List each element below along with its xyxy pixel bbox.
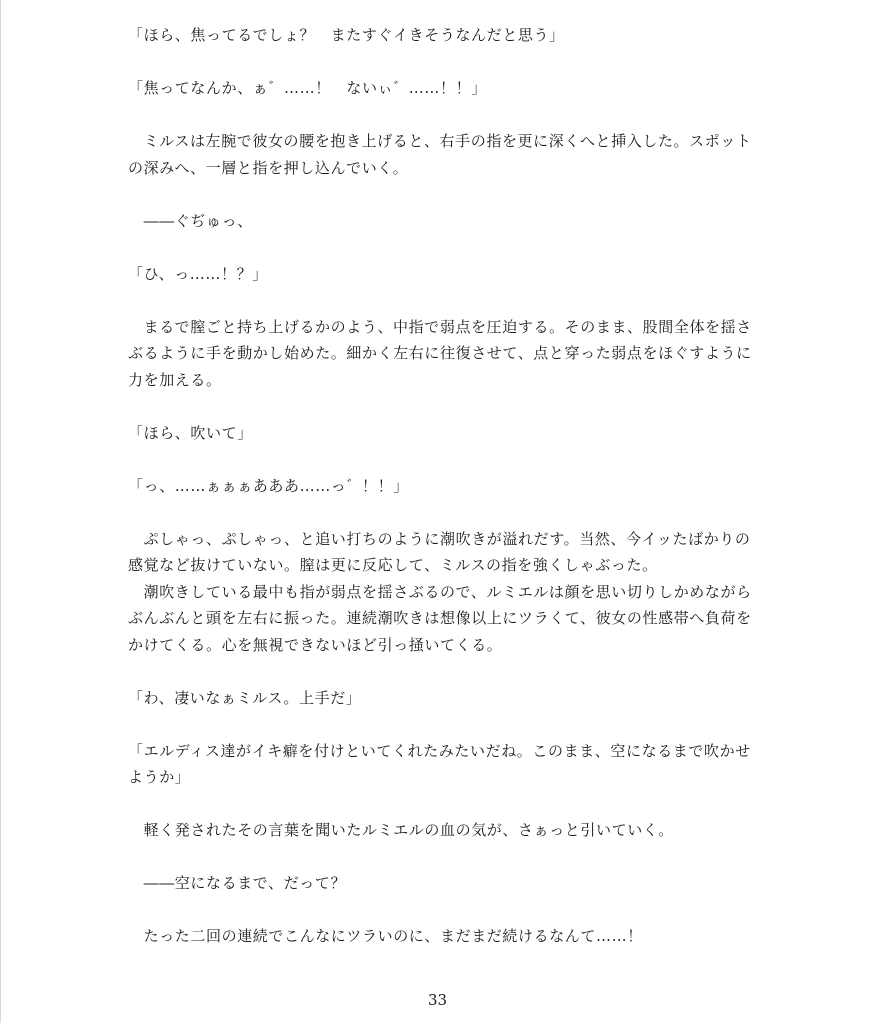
text-line: 「ひ、っ……！？」 xyxy=(128,264,268,283)
page-number: 33 xyxy=(427,991,448,1009)
text-line: ――ぐぢゅっ、 xyxy=(128,211,253,230)
blank-line xyxy=(128,287,748,314)
blank-line xyxy=(128,181,748,208)
blank-line xyxy=(128,711,748,738)
text-line: かけてくる。心を無視できないほど引っ掻いてくる。 xyxy=(128,635,503,654)
text-line: 軽く発されたその言葉を聞いたルミエルの血の気が、さぁっと引いていく。 xyxy=(128,821,674,839)
text-line: の深みへ、一層と指を押し込んでいく。 xyxy=(128,158,409,177)
blank-line xyxy=(128,844,748,871)
text-line: 「ほら、焦ってるでしょ？ またすぐイきそうなんだと思う」 xyxy=(128,26,565,44)
text-line: たった二回の連続でこんなにツラいのに、まだまだ続けるなんて……！ xyxy=(128,927,643,945)
blank-line xyxy=(128,499,748,526)
text-line: ようか」 xyxy=(128,768,191,786)
blank-line xyxy=(128,658,748,685)
body-text xyxy=(128,22,752,950)
blank-line xyxy=(128,393,748,420)
text-line: まるで膣ごと持ち上げるかのよう、中指で弱点を圧迫する。そのまま、股間全体を揺さ xyxy=(128,317,752,336)
blank-line xyxy=(128,234,748,261)
blank-line xyxy=(128,49,748,76)
blank-line xyxy=(128,791,748,818)
text-line: 感覚など抜けていない。膣は更に反応して、ミルスの指を強くしゃぶった。 xyxy=(128,556,658,574)
blank-line xyxy=(128,897,748,924)
text-line: 力を加える。 xyxy=(128,370,222,389)
text-line: ミルスは左腕で彼女の腰を抱き上げると、右手の指を更に深くへと挿入した。スポット xyxy=(128,132,752,150)
text-line: ぷしゃっ、ぷしゃっ、と追い打ちのように潮吹きが溢れだす。当然、今イッたばかりの xyxy=(128,529,751,548)
text-line: 「エルディス達がイキ癖を付けといてくれたみたいだね。このまま、空になるまで吹かせ xyxy=(128,741,751,760)
text-line: 潮吹きしている最中も指が弱点を揺さぶるので、ルミエルは顔を思い切りしかめながら xyxy=(128,582,752,601)
text-line: ぶんぶんと頭を左右に振った。連続潮吹きは想像以上にツラくて、彼女の性感帯へ負荷を xyxy=(128,609,752,627)
text-line: 「わ、凄いなぁミルス。上手だ」 xyxy=(128,688,362,707)
blank-line xyxy=(128,102,748,129)
text-line: 「焦ってなんか、ぁ゛……！ ないぃ゛……！！」 xyxy=(128,79,487,97)
text-line: 「ほら、吹いて」 xyxy=(128,423,253,442)
text-line: ぶるように手を動かし始めた。細かく左右に往復させて、点と穿った弱点をほぐすように xyxy=(128,344,752,362)
blank-line xyxy=(128,446,748,473)
text-line: ――空になるまで、だって？ xyxy=(128,874,347,892)
text-line: 「っ、……ぁぁぁあああ……っ゛！！」 xyxy=(128,476,409,495)
